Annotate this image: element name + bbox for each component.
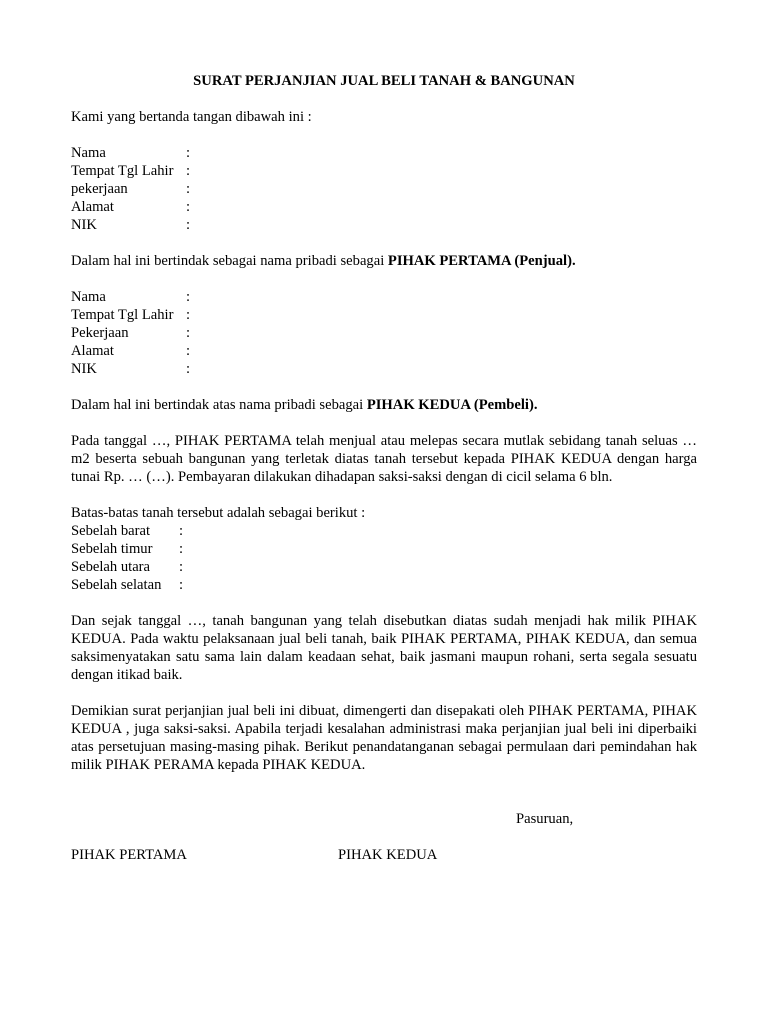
statement-role: PIHAK KEDUA (Pembeli). — [366, 397, 538, 413]
statement-text: Dalam hal ini bertindak sebagai nama pribadi sebagai — [71, 253, 388, 269]
field-label: Pekerjaan — [71, 325, 129, 341]
border-north — [71, 558, 697, 576]
field-label: pekerjaan — [71, 181, 128, 197]
intro-text: Kami yang bertanda tangan dibawah ini : — [71, 109, 312, 125]
field-colon: : — [179, 523, 184, 539]
field-label: Tempat Tgl Lahir — [71, 163, 174, 179]
field-label: NIK — [71, 217, 97, 233]
field-label: Alamat — [71, 343, 114, 359]
field-colon: : — [186, 181, 191, 197]
sale-paragraph: Pada tanggal …, PIHAK PERTAMA telah menjual atau melepas secara mutlak sebidang tanah seluas … m2 beserta sebuah bangunan yang terletak diatas tanah tersebut kepada PIHAK KEDUA dengan harga tunai Rp. … (…). Pembayaran dilakukan dihadapan saksi-saksi dengan di cicil selama 6 bln. — [71, 433, 697, 485]
party2-field-name — [71, 288, 697, 306]
field-colon: : — [186, 199, 191, 215]
party1-field-address — [71, 198, 697, 216]
field-label: Nama — [71, 289, 106, 305]
statement-role: PIHAK PERTAMA (Penjual). — [387, 253, 576, 269]
signature-second-party: PIHAK KEDUA — [338, 847, 438, 863]
party1-field-name — [71, 144, 697, 162]
border-label: Sebelah selatan — [71, 577, 162, 593]
field-colon: : — [186, 361, 191, 377]
field-colon: : — [186, 325, 191, 341]
document-page — [71, 72, 697, 864]
field-colon: : — [186, 217, 191, 233]
field-colon: : — [186, 289, 191, 305]
party2-field-job — [71, 324, 697, 342]
field-colon: : — [186, 343, 191, 359]
party2-fields — [71, 288, 697, 378]
borders-list — [71, 522, 697, 594]
party2-field-address — [71, 342, 697, 360]
party2-field-birth — [71, 306, 697, 324]
border-label: Sebelah timur — [71, 541, 153, 557]
border-south — [71, 576, 697, 594]
party1-fields — [71, 144, 697, 234]
field-colon: : — [186, 145, 191, 161]
field-label: Alamat — [71, 199, 114, 215]
field-colon: : — [179, 559, 184, 575]
field-label: Nama — [71, 145, 106, 161]
field-label: NIK — [71, 361, 97, 377]
field-colon: : — [179, 541, 184, 557]
borders-heading: Batas-batas tanah tersebut adalah sebagai berikut : — [71, 505, 366, 521]
statement-text: Dalam hal ini bertindak atas nama pribadi sebagai — [71, 397, 367, 413]
party1-field-job — [71, 180, 697, 198]
signing-place: Pasuruan, — [516, 811, 574, 827]
party1-field-birth — [71, 162, 697, 180]
field-colon: : — [186, 307, 191, 323]
border-west — [71, 522, 697, 540]
border-label: Sebelah barat — [71, 523, 151, 539]
field-label: Tempat Tgl Lahir — [71, 307, 174, 323]
field-colon: : — [179, 577, 184, 593]
border-east — [71, 540, 697, 558]
border-label: Sebelah utara — [71, 559, 151, 575]
signature-labels — [71, 846, 697, 864]
closing-paragraph: Demikian surat perjanjian jual beli ini dibuat, dimengerti dan disepakati oleh PIHAK PERTAMA, PIHAK KEDUA , juga saksi-saksi. Apabila terjadi kesalahan administrasi maka perjanjian jual beli ini diperbaiki atas persetujuan masing-masing pihak. Berikut penandatanganan sebagai permulaan dari pemindahan hak milik PIHAK PERAMA kepada PIHAK KEDUA. — [71, 703, 697, 773]
signature-first-party: PIHAK PERTAMA — [71, 847, 187, 863]
field-colon: : — [186, 163, 191, 179]
party2-field-nik — [71, 360, 697, 378]
party1-field-nik — [71, 216, 697, 234]
document-title: SURAT PERJANJIAN JUAL BELI TANAH & BANGUNAN — [193, 73, 575, 89]
party2-statement — [71, 396, 697, 414]
ownership-paragraph: Dan sejak tanggal …, tanah bangunan yang telah disebutkan diatas sudah menjadi hak milik PIHAK KEDUA. Pada waktu pelaksanaan jual beli tanah, baik PIHAK PERTAMA, PIHAK KEDUA, dan semua saksimenyatakan satu sama lain dalam keadaan sehat, baik jasmani maupun rohani, serta segala sesuatu dengan itikad baik. — [71, 613, 697, 683]
party1-statement — [71, 252, 697, 270]
